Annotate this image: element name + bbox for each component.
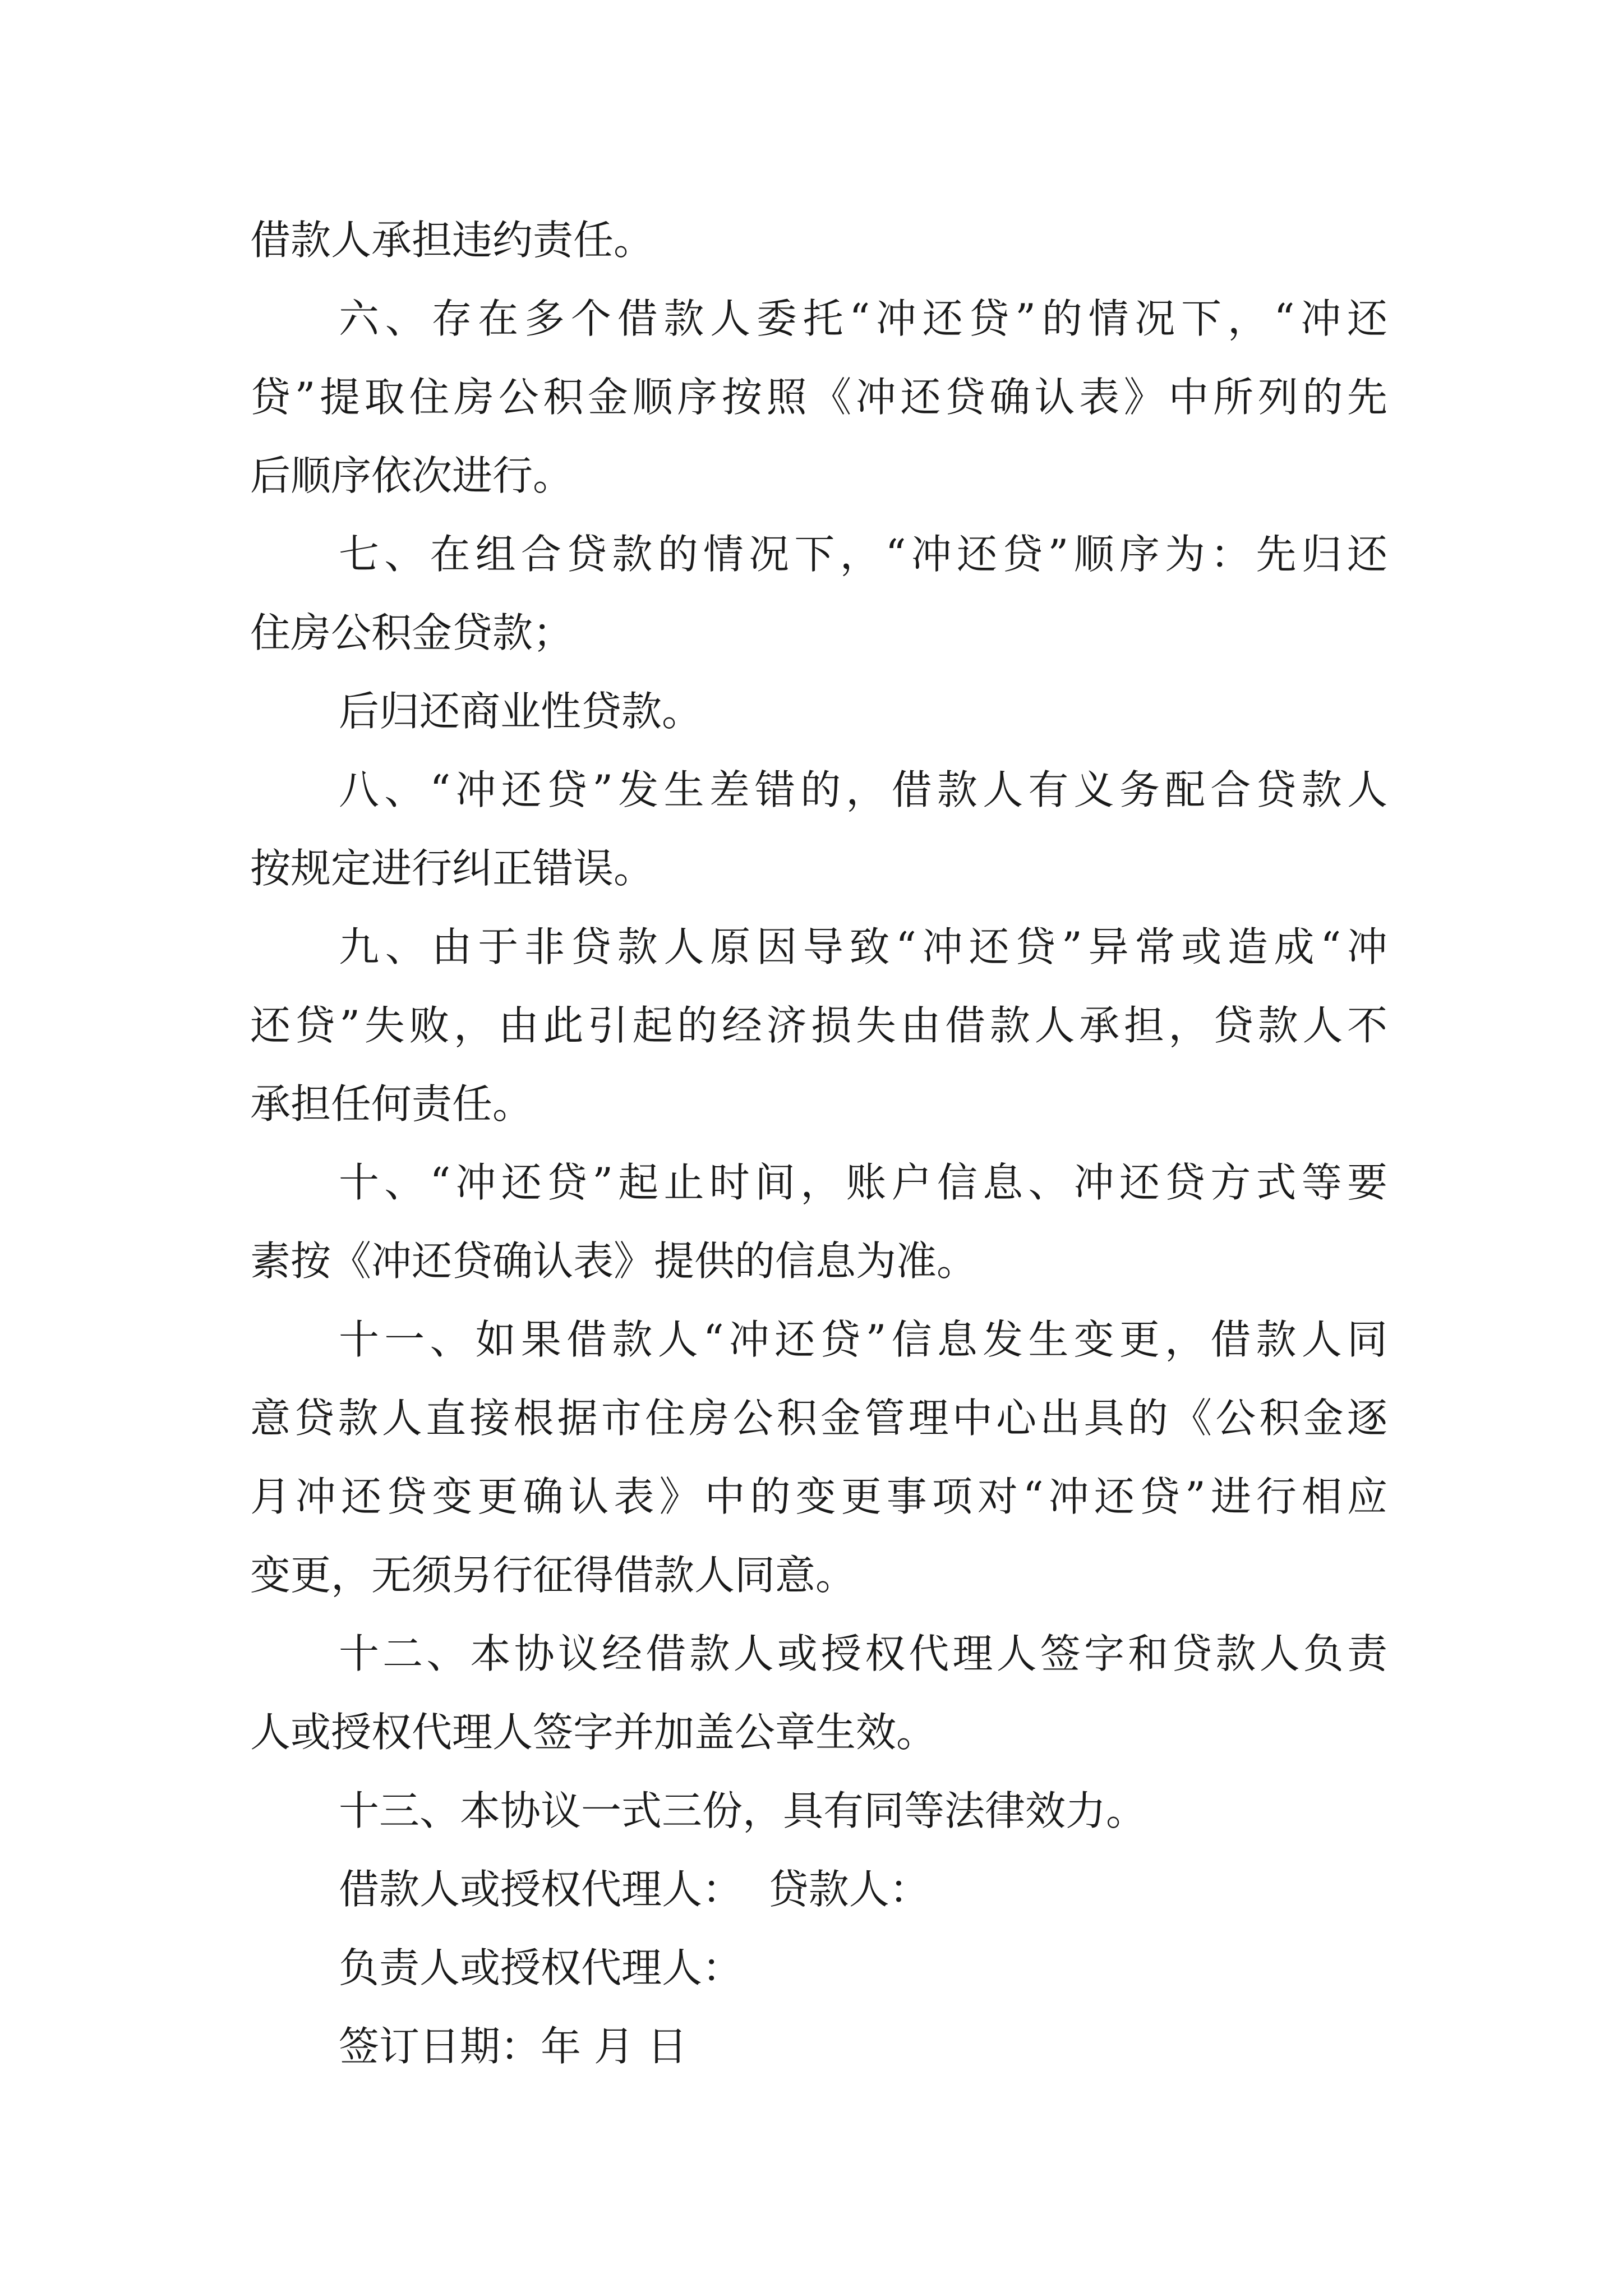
clause-12-line-1: 十二、本协议经借款人或授权代理人签字和贷款人负责 — [339, 1630, 1387, 1677]
clause-11-line-4: 变更，无须另行征得借款人同意。 — [250, 1552, 856, 1599]
clause-11-line-1: 十一、如果借款人“冲还贷”信息发生变更，借款人同 — [339, 1316, 1387, 1363]
clause-9-line-2: 还贷”失败，由此引起的经济损失由借款人承担，贷款人不 — [250, 1002, 1387, 1049]
clause-11-line-2: 意贷款人直接根据市住房公积金管理中心出具的《公积金逐 — [250, 1395, 1387, 1442]
text-line: 借款人承担违约责任。 — [250, 217, 654, 264]
clause-8-line-1: 八、“冲还贷”发生差错的，借款人有义务配合贷款人 — [339, 766, 1387, 813]
clause-11-line-3: 月冲还贷变更确认表》中的变更事项对“冲还贷”进行相应 — [250, 1473, 1387, 1520]
clause-9-line-1: 九、由于非贷款人原因导致“冲还贷”异常或造成“冲 — [339, 923, 1387, 970]
clause-6-line-3: 后顺序依次进行。 — [250, 452, 574, 499]
clause-7-line-1: 七、在组合贷款的情况下，“冲还贷”顺序为：先归还 — [339, 531, 1387, 578]
clause-7-line-3: 后归还商业性贷款。 — [339, 688, 703, 735]
clause-6-line-1: 六、存在多个借款人委托“冲还贷”的情况下，“冲还 — [339, 295, 1387, 342]
signature-parties: 借款人或授权代理人： 贷款人： — [339, 1866, 930, 1913]
clause-7-line-2: 住房公积金贷款； — [250, 609, 574, 656]
clause-13: 十三、本协议一式三份，具有同等法律效力。 — [339, 1787, 1147, 1834]
clause-8-line-2: 按规定进行纠正错误。 — [250, 845, 654, 892]
clause-9-line-3: 承担任何责任。 — [250, 1080, 533, 1128]
clause-10-line-1: 十、“冲还贷”起止时间，账户信息、冲还贷方式等要 — [339, 1159, 1387, 1206]
clause-6-line-2: 贷”提取住房公积金顺序按照《冲还贷确认表》中所列的先 — [250, 374, 1387, 421]
signing-date: 签订日期：年 月 日 — [339, 2023, 688, 2070]
signature-representative: 负责人或授权代理人： — [339, 1944, 743, 1991]
clause-10-line-2: 素按《冲还贷确认表》提供的信息为准。 — [250, 1237, 978, 1285]
clause-12-line-2: 人或授权代理人签字并加盖公章生效。 — [250, 1709, 937, 1756]
